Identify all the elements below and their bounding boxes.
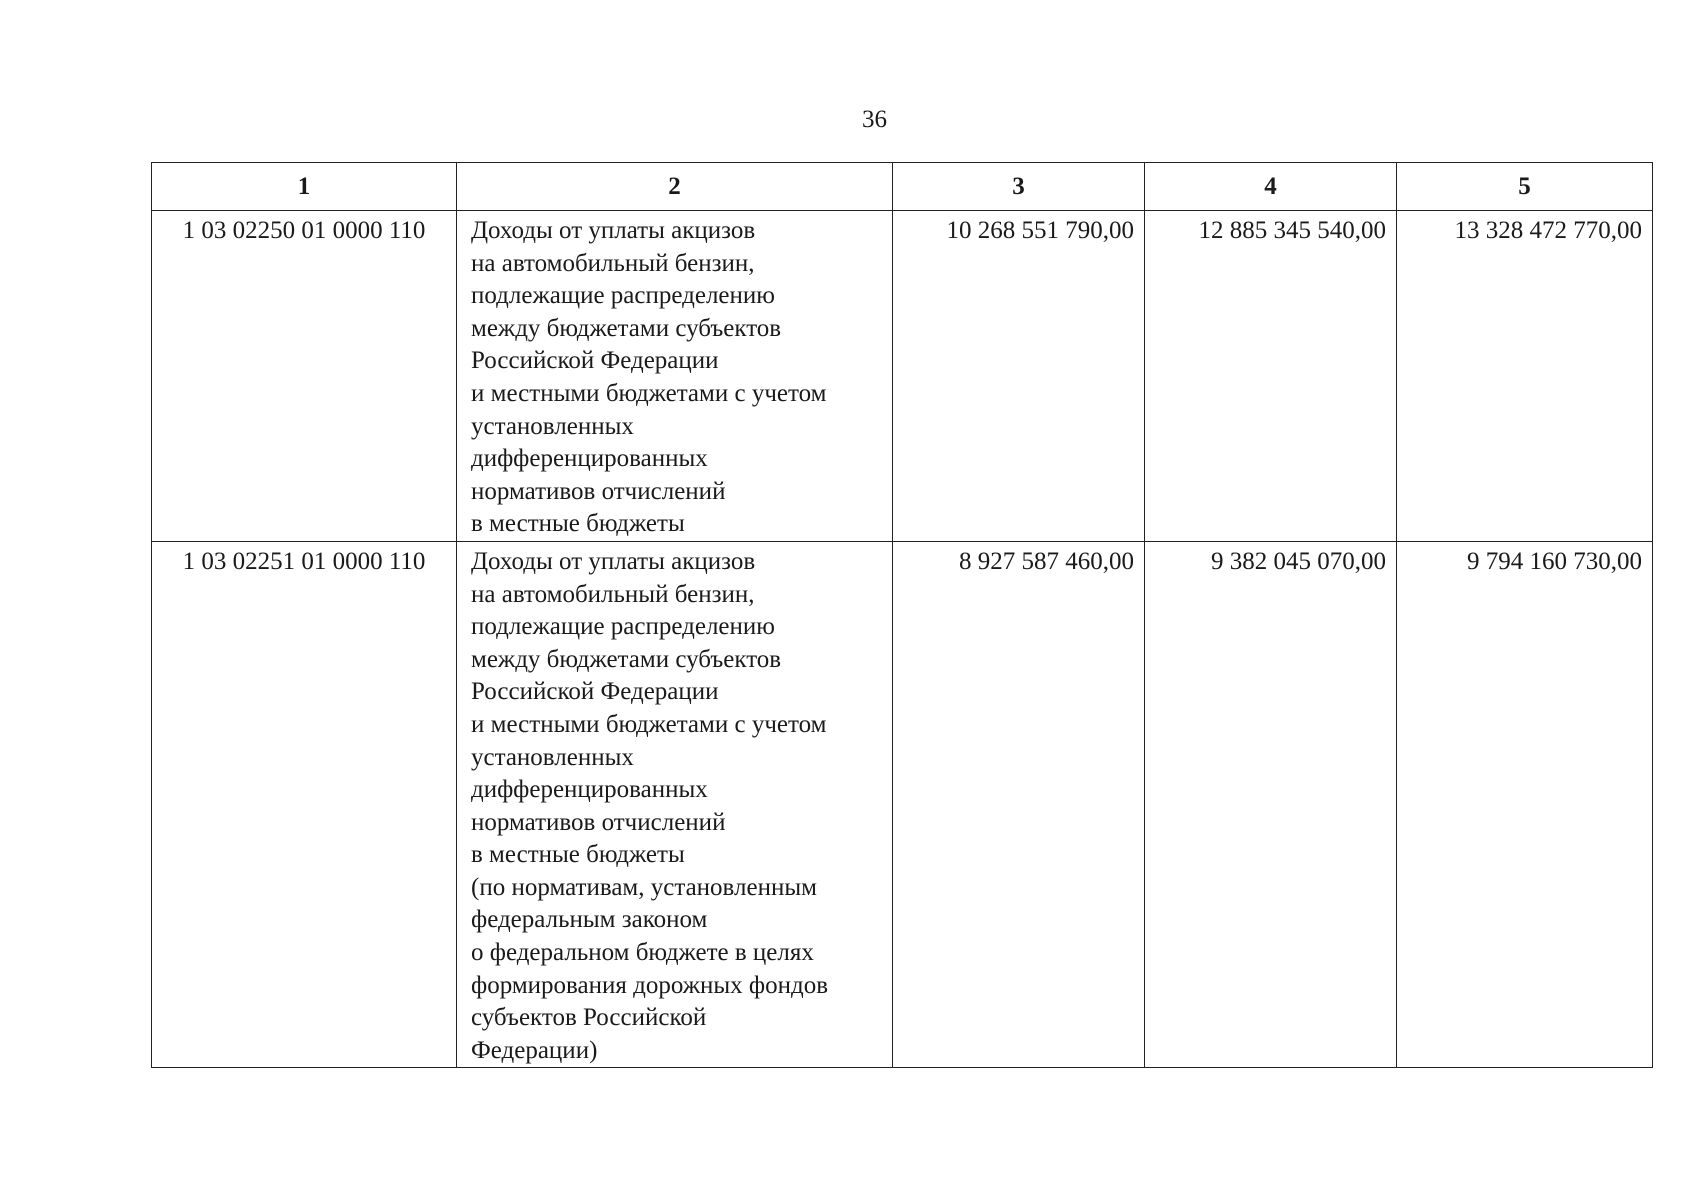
amount-col-4-cell: 12 885 345 540,00: [1145, 211, 1397, 542]
description-cell: Доходы от уплаты акцизов на автомобильный бензин, подлежащие распределению между бюджетами субъектов Российской Федерации и местными бюджетами с учетом установленных дифференцированных нормативов отчислений в местные бюджеты: [457, 211, 893, 542]
header-col-5: 5: [1397, 163, 1653, 211]
amount-col-3-cell: 8 927 587 460,00: [893, 541, 1145, 1068]
budget-code-cell: 1 03 02250 01 0000 110: [152, 211, 457, 542]
table-row: [152, 541, 1653, 1068]
header-col-3: 3: [893, 163, 1145, 211]
header-col-4: 4: [1145, 163, 1397, 211]
amount-col-4-cell: 9 382 045 070,00: [1145, 541, 1397, 1068]
header-col-1: 1: [152, 163, 457, 211]
amount-col-5-cell: 13 328 472 770,00: [1397, 211, 1653, 542]
page-number: 36: [862, 106, 887, 133]
amount-col-5-cell: 9 794 160 730,00: [1397, 541, 1653, 1068]
table-row: [152, 211, 1653, 542]
description-cell: Доходы от уплаты акцизов на автомобильный бензин, подлежащие распределению между бюджетами субъектов Российской Федерации и местными бюджетами с учетом установленных дифференцированных нормативов отчислений в местные бюджеты (по нормативам, установленным федеральным законом о федеральном бюджете в целях формирования дорожных фондов субъектов Российской Федерации): [457, 541, 893, 1068]
amount-col-3-cell: 10 268 551 790,00: [893, 211, 1145, 542]
table-header-row: [152, 163, 1653, 211]
budget-code-cell: 1 03 02251 01 0000 110: [152, 541, 457, 1068]
budget-table: [151, 162, 1653, 1068]
header-col-2: 2: [457, 163, 893, 211]
